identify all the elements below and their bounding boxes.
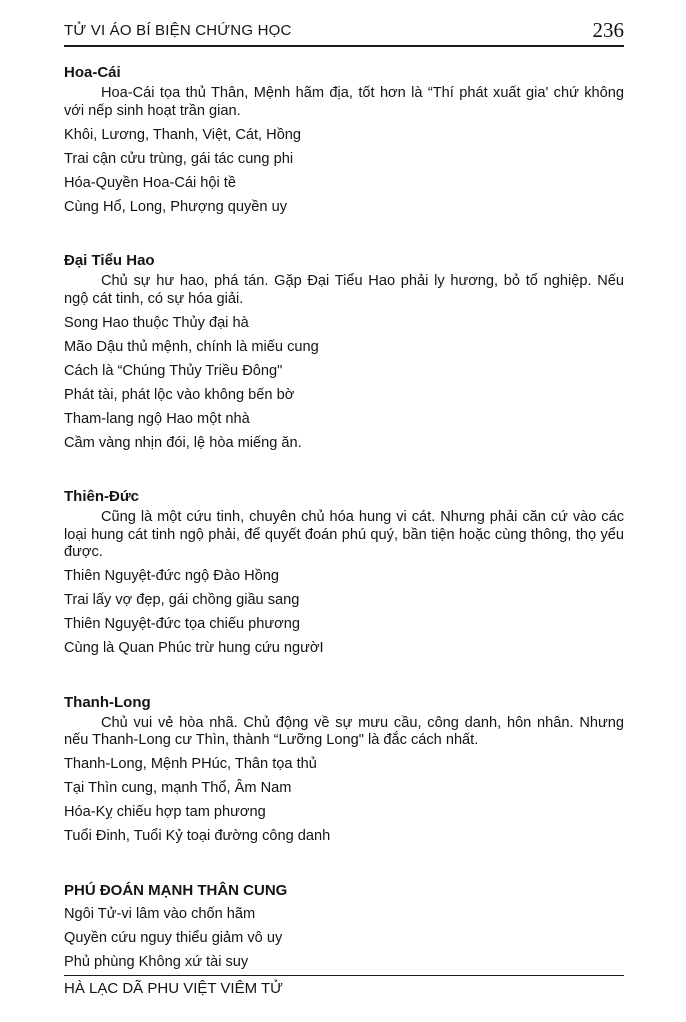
verse-line: Trai lấy vợ đẹp, gái chồng giầu sang <box>64 592 300 608</box>
verse-line: Ngôi Tử-vi lâm vào chốn hãm <box>64 906 256 922</box>
paragraph: Chủ vui vẻ hòa nhã. Chủ động về sự mưu cầu, công danh, hôn nhân. Nhưng nếu Thanh-Long cư Thìn, thành “Lưỡng Long" là đắc cách nhất. <box>64 714 624 748</box>
page-footer <box>64 975 624 1022</box>
document-body <box>64 47 624 975</box>
paragraph: Chủ sự hư hao, phá tán. Gặp Đại Tiểu Hao phải ly hương, bỏ tổ nghiệp. Nếu ngộ cát tinh, có sự hóa giải. <box>64 273 624 307</box>
verse-line: Hóa-Quyền Hoa-Cái hội tề <box>64 174 236 191</box>
section-0 <box>64 64 624 219</box>
verse-line: Thiên Nguyệt-đức tọa chiếu phương <box>64 616 300 632</box>
page-number: 236 <box>592 18 624 42</box>
book-title: TỬ VI ÁO BÍ BIỆN CHỨNG HỌC <box>64 22 292 39</box>
section-heading: Thiên-Đức <box>64 488 140 505</box>
verse-line: Tuổi Đinh, Tuổi Kỷ toại đường công danh <box>64 828 331 844</box>
verse-line: Quyền cứu nguy thiểu giảm vô uy <box>64 930 283 946</box>
verse-line: Cùng là Quan Phúc trừ hung cứu ngườI <box>64 640 324 656</box>
section-3 <box>64 694 624 849</box>
paragraph: Cũng là một cứu tinh, chuyên chủ hóa hung vi cát. Nhưng phải căn cứ vào các loại hung cát tinh ngộ phải, để quyết đoán phú quý, bần tiện hoặc cùng thông, thọ yểu được. <box>64 509 624 560</box>
verse-line: Tại Thìn cung, mạnh Thổ, Âm Nam <box>64 780 292 796</box>
verse-line: Phát tài, phát lộc vào không bến bờ <box>64 386 295 403</box>
section-4 <box>64 882 624 975</box>
verse-line: Thiên Nguyệt-đức ngộ Đào Hồng <box>64 568 280 584</box>
section-heading: Đại Tiểu Hao <box>64 252 155 269</box>
section-heading: Thanh-Long <box>64 693 151 711</box>
section-heading: Hoa-Cái <box>64 64 121 81</box>
verse-line: Khôi, Lương, Thanh, Việt, Cát, Hồng <box>64 126 302 143</box>
verse-line: Phủ phùng Không xứ tài suy <box>64 954 249 970</box>
verse-line: Hóa-Kỵ chiếu hợp tam phương <box>64 804 266 820</box>
section-2 <box>64 488 624 661</box>
paragraph: Hoa-Cái tọa thủ Thân, Mệnh hãm địa, tốt hơn là “Thí phát xuất gia' chứ không với nếp sinh hoạt trần gian. <box>64 85 624 119</box>
verse-line: Mão Dậu thủ mệnh, chính là miếu cung <box>64 338 319 355</box>
section-heading: PHÚ ĐOÁN MẠNH THÂN CUNG <box>64 881 288 899</box>
footer-author: HÀ LẠC DÃ PHU VIỆT VIÊM TỬ <box>64 979 283 997</box>
verse-line: Cách là “Chúng Thủy Triều Đông" <box>64 362 283 379</box>
verse-line: Cầm vàng nhịn đói, lệ hòa miếng ăn. <box>64 434 302 451</box>
page-header <box>64 0 624 47</box>
verse-line: Trai cận cửu trùng, gái tác cung phi <box>64 150 294 167</box>
verse-line: Cùng Hổ, Long, Phượng quyền uy <box>64 198 287 215</box>
section-1 <box>64 252 624 455</box>
verse-line: Tham-lang ngộ Hao một nhà <box>64 410 250 427</box>
verse-line: Thanh-Long, Mệnh PHúc, Thân tọa thủ <box>64 756 317 772</box>
verse-line: Song Hao thuộc Thủy đại hà <box>64 314 249 331</box>
